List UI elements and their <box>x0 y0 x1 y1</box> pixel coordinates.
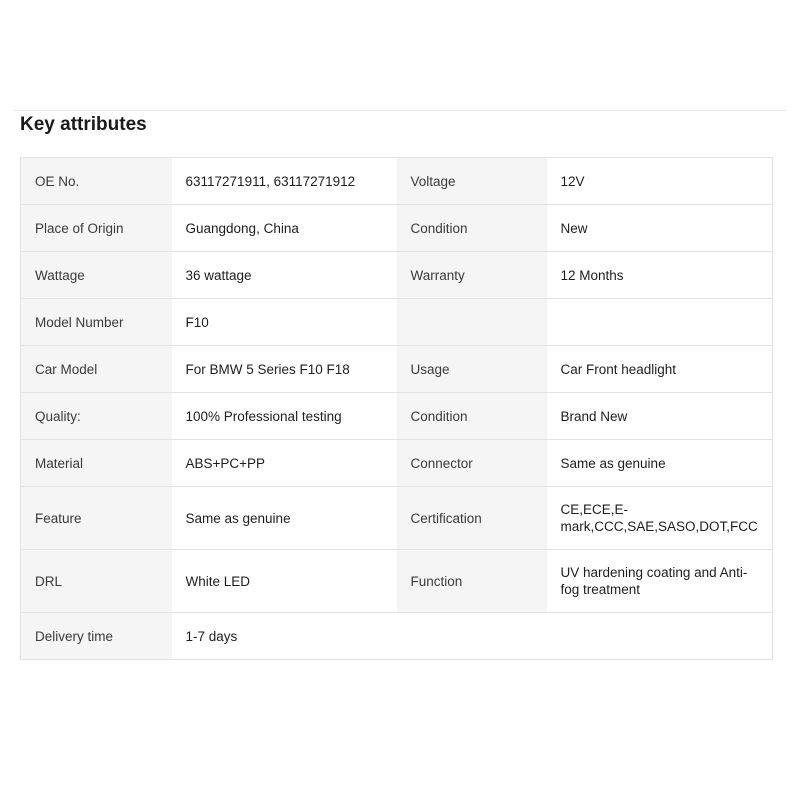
attribute-value: ABS+PC+PP <box>172 440 397 487</box>
attribute-value: 100% Professional testing <box>172 393 397 440</box>
section-title: Key attributes <box>20 114 147 135</box>
attribute-label: Feature <box>21 487 172 550</box>
table-row <box>21 158 773 205</box>
attribute-value: 63117271911, 63117271912 <box>172 158 397 205</box>
attribute-value: 12V <box>547 158 773 205</box>
attribute-label: OE No. <box>21 158 172 205</box>
attribute-label-empty <box>397 299 547 346</box>
table-row <box>21 440 773 487</box>
attribute-label: Certification <box>397 487 547 550</box>
attribute-label: Condition <box>397 393 547 440</box>
attribute-value: F10 <box>172 299 397 346</box>
attribute-label: Car Model <box>21 346 172 393</box>
attribute-value: Brand New <box>547 393 773 440</box>
attribute-value: CE,ECE,E-mark,CCC,SAE,SASO,DOT,FCC <box>547 487 773 550</box>
table-row <box>21 252 773 299</box>
attribute-value: Same as genuine <box>172 487 397 550</box>
top-divider <box>14 110 786 111</box>
attribute-value: 36 wattage <box>172 252 397 299</box>
attribute-label: Connector <box>397 440 547 487</box>
attribute-value-empty <box>547 299 773 346</box>
attribute-value: Same as genuine <box>547 440 773 487</box>
attribute-label: Material <box>21 440 172 487</box>
attribute-value: For BMW 5 Series F10 F18 <box>172 346 397 393</box>
attribute-value: 1-7 days <box>172 613 773 660</box>
table-row <box>21 205 773 252</box>
attribute-label: Warranty <box>397 252 547 299</box>
attribute-label: DRL <box>21 550 172 613</box>
attribute-value: 12 Months <box>547 252 773 299</box>
key-attributes-table <box>20 157 773 660</box>
table-row <box>21 550 773 613</box>
attribute-label: Model Number <box>21 299 172 346</box>
attribute-value: New <box>547 205 773 252</box>
attribute-value: Car Front headlight <box>547 346 773 393</box>
table-row <box>21 613 773 660</box>
attribute-label: Place of Origin <box>21 205 172 252</box>
attribute-label: Delivery time <box>21 613 172 660</box>
attribute-label: Wattage <box>21 252 172 299</box>
attribute-label: Quality: <box>21 393 172 440</box>
attribute-value: White LED <box>172 550 397 613</box>
table-row <box>21 487 773 550</box>
table-row <box>21 346 773 393</box>
attribute-label: Condition <box>397 205 547 252</box>
attribute-label: Function <box>397 550 547 613</box>
attribute-value: UV hardening coating and Anti-fog treatment <box>547 550 773 613</box>
attribute-label: Usage <box>397 346 547 393</box>
table-row <box>21 393 773 440</box>
table-row <box>21 299 773 346</box>
attribute-value: Guangdong, China <box>172 205 397 252</box>
attribute-label: Voltage <box>397 158 547 205</box>
